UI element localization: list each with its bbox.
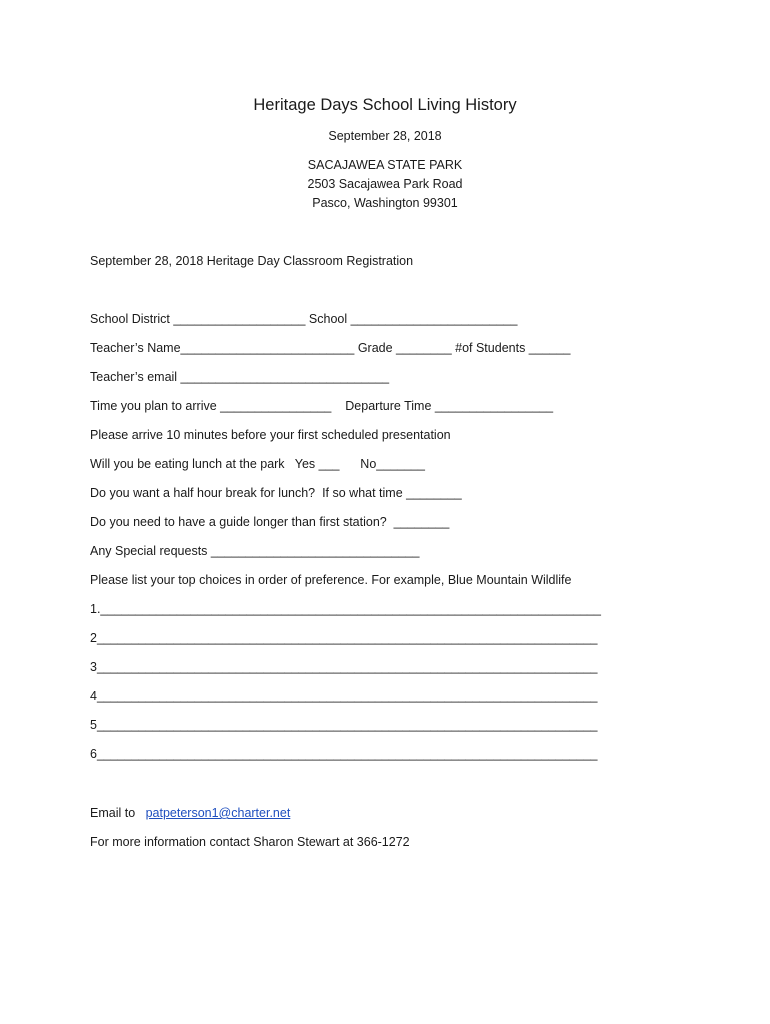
choice-line-1[interactable]: 1.________________________________________________________________________ [90, 602, 601, 616]
event-date: September 28, 2018 [328, 129, 442, 143]
teacher-email-field[interactable]: Teacher’s email ______________________________ [90, 370, 390, 384]
special-requests-field[interactable]: Any Special requests ______________________________ [90, 544, 420, 558]
choices-prompt: Please list your top choices in order of preference. For example, Blue Mountain Wildlife [90, 573, 572, 587]
address-line-city: Pasco, Washington 99301 [312, 196, 458, 210]
email-row [90, 804, 290, 822]
arrival-note: Please arrive 10 minutes before your first scheduled presentation [90, 428, 451, 442]
lunch-break-field[interactable]: Do you want a half hour break for lunch? If so what time ________ [90, 486, 462, 500]
address-line-park: SACAJAWEA STATE PARK [307, 158, 463, 172]
arrival-departure-field[interactable]: Time you plan to arrive ________________ Departure Time _________________ [90, 399, 554, 413]
choice-line-4[interactable]: 4________________________________________________________________________ [90, 689, 598, 703]
choice-line-6[interactable]: 6________________________________________________________________________ [90, 747, 598, 761]
choice-line-3[interactable]: 3________________________________________________________________________ [90, 660, 598, 674]
guide-question-field[interactable]: Do you need to have a guide longer than first station? ________ [90, 515, 450, 529]
choice-line-5[interactable]: 5________________________________________________________________________ [90, 718, 598, 732]
teacher-name-field[interactable]: Teacher’s Name_________________________ Grade ________ #of Students ______ [90, 341, 571, 355]
venue-address [0, 156, 770, 213]
address-line-street: 2503 Sacajawea Park Road [307, 177, 463, 191]
registration-heading: September 28, 2018 Heritage Day Classroom Registration [90, 254, 414, 268]
email-link[interactable]: patpeterson1@charter.net [145, 806, 291, 820]
page-title: Heritage Days School Living History [253, 96, 517, 114]
email-label: Email to [90, 806, 136, 820]
school-district-field[interactable]: School District ___________________ School ________________________ [90, 312, 518, 326]
choice-line-2[interactable]: 2________________________________________________________________________ [90, 631, 598, 645]
contact-info: For more information contact Sharon Stewart at 366-1272 [90, 835, 410, 849]
lunch-question-field[interactable]: Will you be eating lunch at the park Yes ___ No_______ [90, 457, 425, 471]
